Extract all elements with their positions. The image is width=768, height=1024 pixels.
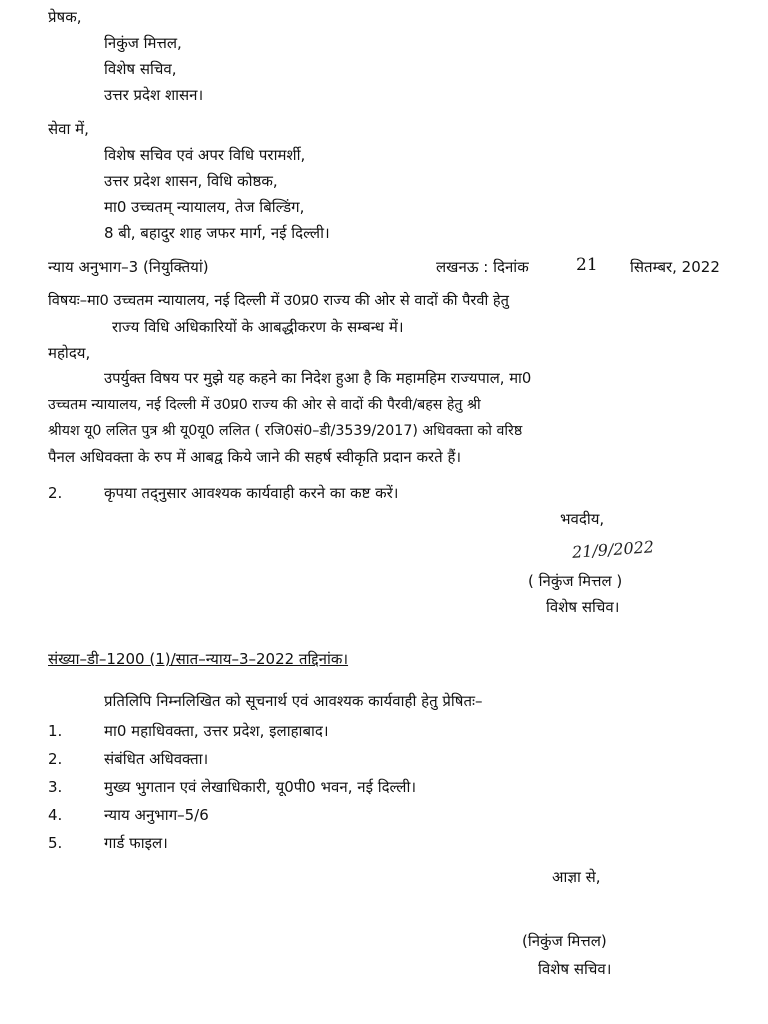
para2-number: 2. xyxy=(48,484,63,502)
copy-item-text: मा0 महाधिवक्ता, उत्तर प्रदेश, इलाहाबाद। xyxy=(104,722,329,740)
closing2-name: (निकुंज मित्तल) xyxy=(522,932,607,950)
date-month-year: सितम्बर, 2022 xyxy=(630,258,720,276)
copy-item-text: न्याय अनुभाग–5/6 xyxy=(104,806,209,824)
date-day: 21 xyxy=(576,255,598,275)
recipient-label: सेवा में, xyxy=(48,120,89,138)
copy-item-number: 3. xyxy=(48,778,63,796)
copy-item-number: 2. xyxy=(48,750,63,768)
subject-line-2: राज्य विधि अधिकारियों के आबद्धीकरण के सम्बन्ध में। xyxy=(112,318,404,336)
copy-item-number: 5. xyxy=(48,834,63,852)
sender-name: निकुंज मित्तल, xyxy=(104,34,182,52)
closing2-designation: विशेष सचिव। xyxy=(538,960,612,978)
para1-line-4: पैनल अधिवक्ता के रुप में आबद्व किये जाने की सहर्ष स्वीकृति प्रदान करते हैं। xyxy=(48,448,462,466)
para2-text: कृपया तद्नुसार आवश्यक कार्यवाही करने का कष्ट करें। xyxy=(104,484,399,502)
place-date-prefix: लखनऊ : दिनांक xyxy=(436,258,529,276)
sender-label: प्रेषक, xyxy=(48,8,82,26)
copy-item-text: संबंधित अधिवक्ता। xyxy=(104,750,209,768)
para1-line-2: उच्चतम न्यायालय, नई दिल्ली में उ0प्र0 राज्य की ओर से वादों की पैरवी/बहस हेतु श्री xyxy=(48,397,481,413)
recipient-line-1: विशेष सचिव एवं अपर विधि परामर्शी, xyxy=(104,146,306,164)
signature-date: 21/9/2022 xyxy=(571,537,655,562)
reference-number: संख्या–डी–1200 (1)/सात–न्याय–3–2022 तद्दिनांक। xyxy=(48,650,349,668)
by-order: आज्ञा से, xyxy=(552,868,601,886)
copy-item-text: मुख्य भुगतान एवं लेखाधिकारी, यू0पी0 भवन, नई दिल्ली। xyxy=(104,778,417,796)
para1-line-3: श्रीयश यू0 ललित पुत्र श्री यू0यू0 ललित ( रजि0सं0–डी/3539/2017) अधिवक्ता को वरिष्ठ xyxy=(48,423,523,439)
section-name: न्याय अनुभाग–3 (नियुक्तियां) xyxy=(48,258,209,276)
subject-line-1: विषयः–मा0 उच्चतम न्यायालय, नई दिल्ली में उ0प्र0 राज्य की ओर से वादों की पैरवी हेतु xyxy=(48,292,509,309)
copy-item-number: 4. xyxy=(48,806,63,824)
salutation: महोदय, xyxy=(48,344,91,362)
copy-intro: प्रतिलिपि निम्नलिखित को सूचनार्थ एवं आवश्यक कार्यवाही हेतु प्रेषितः– xyxy=(104,692,483,710)
recipient-line-3: मा0 उच्चतम् न्यायालय, तेज बिल्डिंग, xyxy=(104,198,305,216)
recipient-line-2: उत्तर प्रदेश शासन, विधि कोष्ठक, xyxy=(104,172,278,190)
sender-designation: विशेष सचिव, xyxy=(104,60,177,78)
para1-line-1: उपर्युक्त विषय पर मुझे यह कहने का निदेश हुआ है कि महामहिम राज्यपाल, मा0 xyxy=(104,370,532,387)
sender-department: उत्तर प्रदेश शासन। xyxy=(104,86,204,104)
copy-item-text: गार्ड फाइल। xyxy=(104,834,168,852)
copy-item-number: 1. xyxy=(48,722,63,740)
closing-designation: विशेष सचिव। xyxy=(546,598,620,616)
closing-yours: भवदीय, xyxy=(560,510,605,528)
closing-name: ( निकुंज मित्तल ) xyxy=(528,572,623,590)
recipient-line-4: 8 बी, बहादुर शाह जफर मार्ग, नई दिल्ली। xyxy=(104,224,330,242)
